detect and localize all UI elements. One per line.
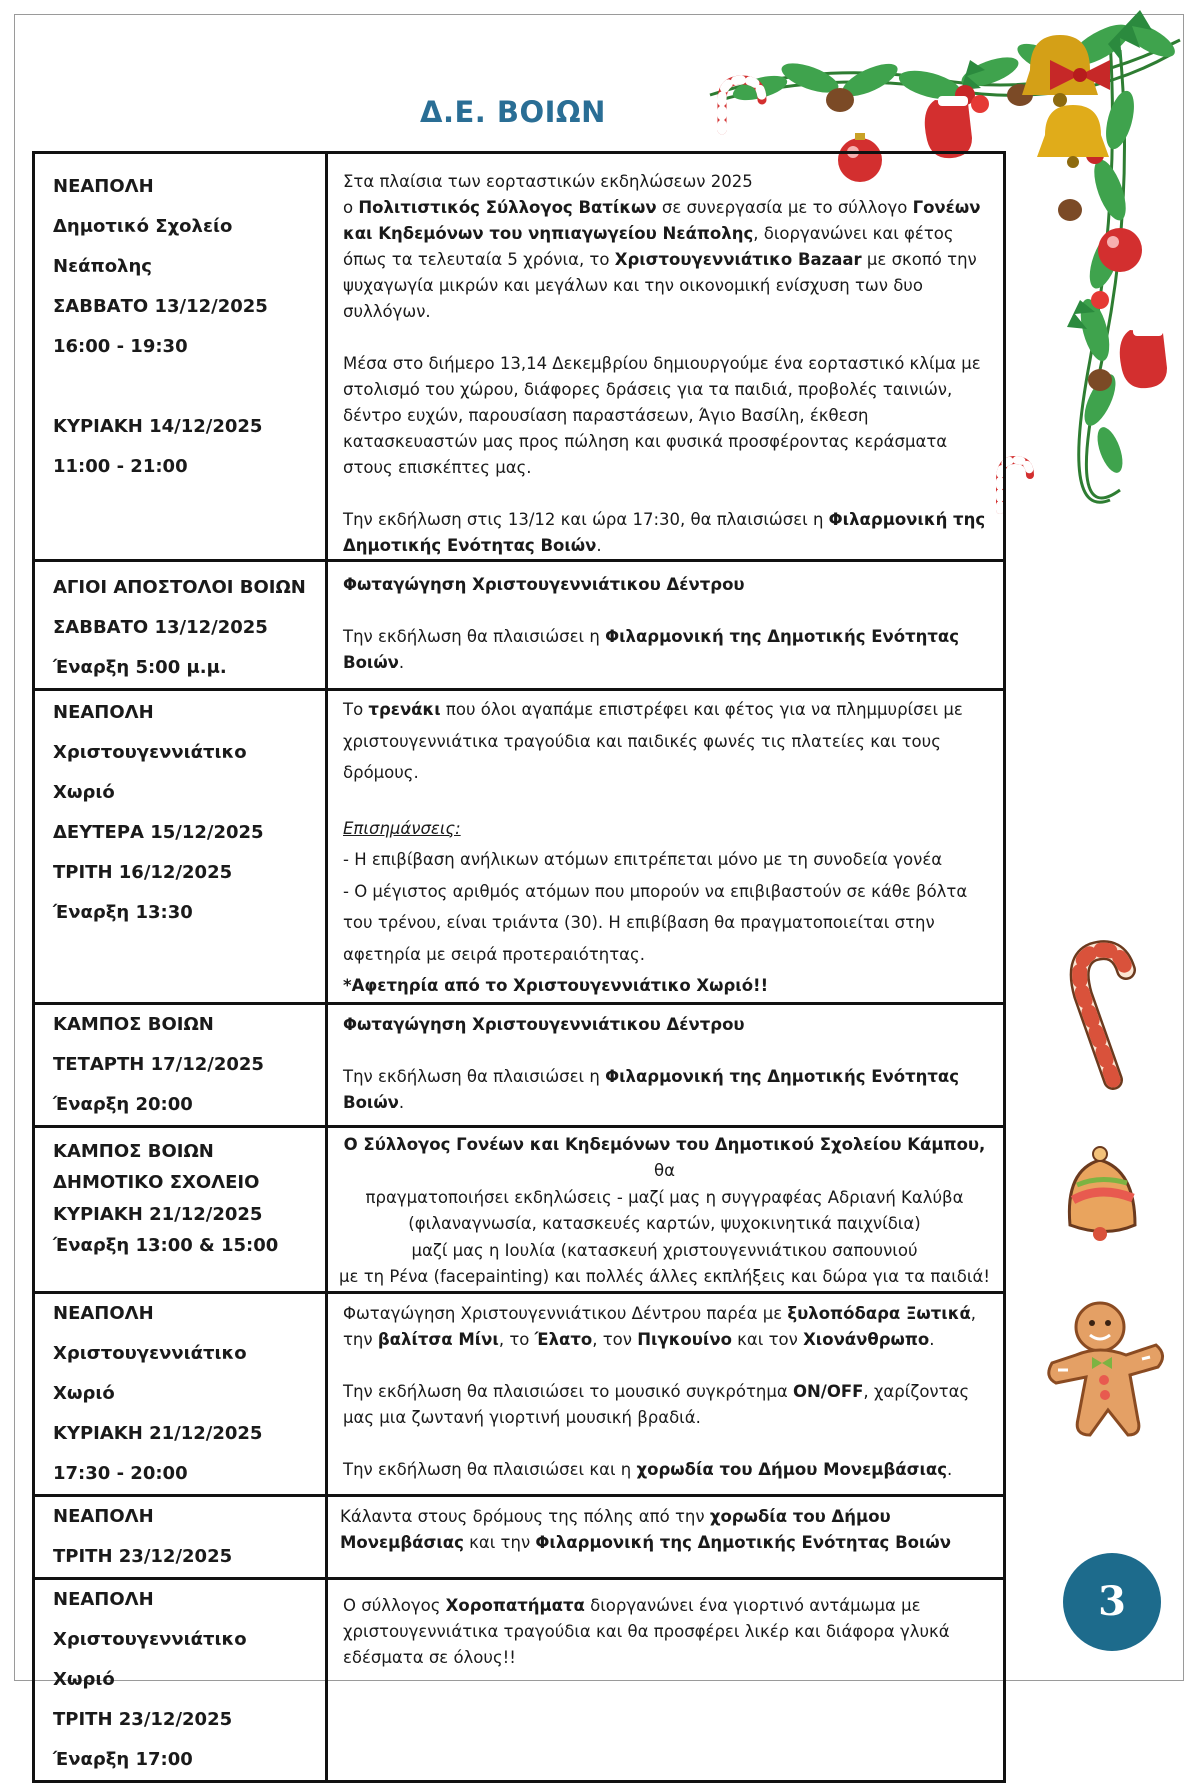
location-label: ΝΕΑΠΟΛΗ bbox=[53, 176, 154, 197]
paragraph-line: (φιλαναγνωσία, κατασκευές καρτών, ψυχοκινητικά παιχνίδια) bbox=[408, 1214, 921, 1233]
time-label: 16:00 - 19:30 bbox=[53, 336, 188, 357]
date-label: ΤΕΤΑΡΤΗ 17/12/2025 bbox=[53, 1053, 264, 1075]
venue-label: Νεάπολης bbox=[53, 256, 152, 277]
event-when-where bbox=[34, 1292, 327, 1495]
note: - Η επιβίβαση ανήλικων ατόμων επιτρέπεται μόνο με τη συνοδεία γονέα bbox=[343, 850, 943, 869]
venue-label: Χωριό bbox=[53, 1668, 115, 1690]
note: - Ο μέγιστος αριθμός ατόμων που μπορούν να επιβιβαστούν σε κάθε βόλτα του τρένου, είναι τριάντα (30). Η επιβίβαση θα πραγματοποιείται στην αφετηρία με σειρά προτεραιότητας. bbox=[343, 881, 968, 964]
time-label: 17:30 - 20:00 bbox=[53, 1462, 188, 1484]
time-label: Έναρξη 13:00 & 15:00 bbox=[53, 1235, 279, 1256]
event-description bbox=[327, 1292, 1005, 1495]
bell-icon bbox=[1045, 1130, 1155, 1250]
date-label: ΚΥΡΙΑΚΗ 14/12/2025 bbox=[53, 416, 263, 437]
date-label: ΔΕΥΤΕΡΑ 15/12/2025 bbox=[53, 822, 264, 843]
event-description bbox=[327, 1126, 1005, 1292]
event-when-where bbox=[34, 561, 327, 690]
venue-label: Δημοτικό Σχολείο bbox=[53, 216, 233, 237]
event-heading: Φωταγώγηση Χριστουγεννιάτικου Δέντρου bbox=[343, 575, 745, 594]
venue-label: Χωριό bbox=[53, 1382, 115, 1404]
event-when-where bbox=[34, 1495, 327, 1578]
venue-label: Χωριό bbox=[53, 782, 115, 803]
date-label: ΣΑΒΒΑΤΟ 13/12/2025 bbox=[53, 617, 268, 638]
event-when-where bbox=[34, 1126, 327, 1292]
paragraph: Την εκδήλωση θα πλαισιώσει το μουσικό συγκρότημα ON/OFF, χαρίζοντας μας μια ζωντανή γιορτινή μουσική βραδιά. bbox=[343, 1381, 970, 1427]
paragraph-line: με τη Ρένα (facepainting) και πολλές άλλες εκπλήξεις και δώρα για τα παιδιά! bbox=[339, 1267, 990, 1286]
paragraph: Το τρενάκι που όλοι αγαπάμε επιστρέφει και φέτος για να πλημμυρίσει με χριστουγεννιάτικα τραγούδια και παιδικές φωνές τις πλατείες και τους δρόμους. bbox=[343, 700, 963, 782]
location-label: ΚΑΜΠΟΣ ΒΟΙΩΝ bbox=[53, 1140, 214, 1162]
table-row bbox=[34, 1495, 1005, 1578]
location-label: ΝΕΑΠΟΛΗ bbox=[53, 1588, 154, 1610]
paragraph: Την εκδήλωση στις 13/12 και ώρα 17:30, θα πλαισιώσει η Φιλαρμονική της Δημοτικής Ενότητας Βοιών. bbox=[343, 510, 986, 555]
table-row bbox=[34, 690, 1005, 1004]
time-label: Έναρξη 5:00 μ.μ. bbox=[53, 657, 227, 678]
event-description bbox=[327, 1578, 1005, 1781]
spacer bbox=[53, 367, 317, 407]
date-label: ΤΡΙΤΗ 16/12/2025 bbox=[53, 862, 233, 883]
venue-label: ΔΗΜΟΤΙΚΟ ΣΧΟΛΕΙΟ bbox=[53, 1172, 260, 1193]
location-label: ΑΓΙΟΙ ΑΠΟΣΤΟΛΟΙ ΒΟΙΩΝ bbox=[53, 577, 306, 598]
location-label: ΝΕΑΠΟΛΗ bbox=[53, 1505, 154, 1527]
event-heading: Φωταγώγηση Χριστουγεννιάτικου Δέντρου bbox=[343, 1014, 745, 1034]
event-when-where bbox=[34, 690, 327, 1004]
paragraph: Την εκδήλωση θα πλαισιώσει και η χορωδία του Δήμου Μονεμβάσιας. bbox=[343, 1459, 953, 1479]
time-label: Έναρξη 20:00 bbox=[53, 1093, 193, 1115]
table-row bbox=[34, 1126, 1005, 1292]
table-row bbox=[34, 153, 1005, 561]
event-when-where bbox=[34, 153, 327, 561]
event-description bbox=[327, 1003, 1005, 1126]
paragraph: Μέσα στο διήμερο 13,14 Δεκεμβρίου δημιουργούμε ένα εορταστικό κλίμα με στολισμό του χώρου, διάφορες δράσεις για τα παιδιά, προβολές ταινιών, δέντρο ευχών, παρουσίαση παραστάσεων, Άγιο Βασίλη, έκθεση κατασκευαστών μας προς πώληση και φυσικά προσφέροντας κεράσματα στους επισκέπτες μας. bbox=[343, 354, 981, 477]
date-label: ΚΥΡΙΑΚΗ 21/12/2025 bbox=[53, 1203, 263, 1225]
event-description bbox=[327, 561, 1005, 690]
page-number-badge: 3 bbox=[1063, 1553, 1161, 1651]
events-table bbox=[32, 151, 1006, 1783]
date-label: ΚΥΡΙΑΚΗ 21/12/2025 bbox=[53, 1422, 263, 1444]
paragraph: Στα πλαίσια των εορταστικών εκδηλώσεων 2025 ο Πολιτιστικός Σύλλογος Βατίκων σε συνεργασία με το σύλλογο Γονέων και Κηδεμόνων του νηπιαγωγείου Νεάπολης, διοργανώνει και φέτος όπως τα τελευταία 5 χρόνια, το Χριστουγεννιάτικο Bazaar με σκοπό την ψυχαγωγία μικρών και μεγάλων και την οικονομική ενίσχυση των δυο συλλόγων. bbox=[343, 172, 981, 321]
location-label: ΚΑΜΠΟΣ ΒΟΙΩΝ bbox=[53, 1013, 214, 1035]
location-label: ΝΕΑΠΟΛΗ bbox=[53, 1302, 154, 1324]
table-row bbox=[34, 1578, 1005, 1781]
page-title: Δ.Ε. ΒΟΙΩΝ bbox=[420, 95, 606, 129]
event-description bbox=[327, 1495, 1005, 1578]
event-when-where bbox=[34, 1003, 327, 1126]
time-label: Έναρξη 17:00 bbox=[53, 1748, 193, 1770]
paragraph: Την εκδήλωση θα πλαισιώσει η Φιλαρμονική της Δημοτικής Ενότητας Βοιών. bbox=[343, 627, 959, 672]
date-label: ΣΑΒΒΑΤΟ 13/12/2025 bbox=[53, 296, 268, 317]
event-description bbox=[327, 153, 1005, 561]
gingerbread-man-icon bbox=[1038, 1295, 1178, 1450]
event-description bbox=[327, 690, 1005, 1004]
date-label: ΤΡΙΤΗ 23/12/2025 bbox=[53, 1545, 233, 1567]
venue-label: Χριστουγεννιάτικο bbox=[53, 742, 247, 763]
paragraph-line: μαζί μας η Ιουλία (κατασκευή χριστουγεννιάτικου σαπουνιού bbox=[411, 1240, 918, 1260]
paragraph-line: Ο Σύλλογος Γονέων και Κηδεμόνων του Δημοτικού Σχολείου Κάμπου, θα bbox=[343, 1134, 986, 1180]
paragraph: Ο σύλλογος Χοροπατήματα διοργανώνει ένα γιορτινό αντάμωμα με χριστουγεννιάτικα τραγούδια και θα προσφέρει λικέρ και διάφορα γλυκά εδέσματα σε όλους!! bbox=[343, 1595, 950, 1667]
table-row bbox=[34, 561, 1005, 690]
paragraph: Κάλαντα στους δρόμους της πόλης από την χορωδία του Δήμου Μονεμβάσιας και την Φιλαρμονική της Δημοτικής Ενότητας Βοιών bbox=[340, 1506, 951, 1552]
location-label: ΝΕΑΠΟΛΗ bbox=[53, 702, 154, 723]
venue-label: Χριστουγεννιάτικο bbox=[53, 1628, 247, 1650]
paragraph-line: πραγματοποιήσει εκδηλώσεις - μαζί μας η συγγραφέας Αδριανή Καλύβα bbox=[365, 1187, 964, 1207]
paragraph: Την εκδήλωση θα πλαισιώσει η Φιλαρμονική της Δημοτικής Ενότητας Βοιών. bbox=[343, 1066, 959, 1112]
event-when-where bbox=[34, 1578, 327, 1781]
venue-label: Χριστουγεννιάτικο bbox=[53, 1342, 247, 1364]
time-label: 11:00 - 21:00 bbox=[53, 456, 188, 477]
notes-title: Επισημάνσεις: bbox=[343, 818, 461, 838]
time-label: Έναρξη 13:30 bbox=[53, 902, 193, 923]
paragraph: Φωταγώγηση Χριστουγεννιάτικου Δέντρου παρέα με ξυλοπόδαρα Ξωτικά, την βαλίτσα Μίνι, το Έλατο, τον Πιγκουίνο και τον Χιονάνθρωπο. bbox=[343, 1303, 977, 1349]
candy-cane-icon bbox=[1048, 940, 1148, 1090]
footnote: *Αφετηρία από το Χριστουγεννιάτικο Χωριό!! bbox=[343, 976, 769, 995]
date-label: ΤΡΙΤΗ 23/12/2025 bbox=[53, 1708, 233, 1730]
table-row bbox=[34, 1003, 1005, 1126]
table-row bbox=[34, 1292, 1005, 1495]
